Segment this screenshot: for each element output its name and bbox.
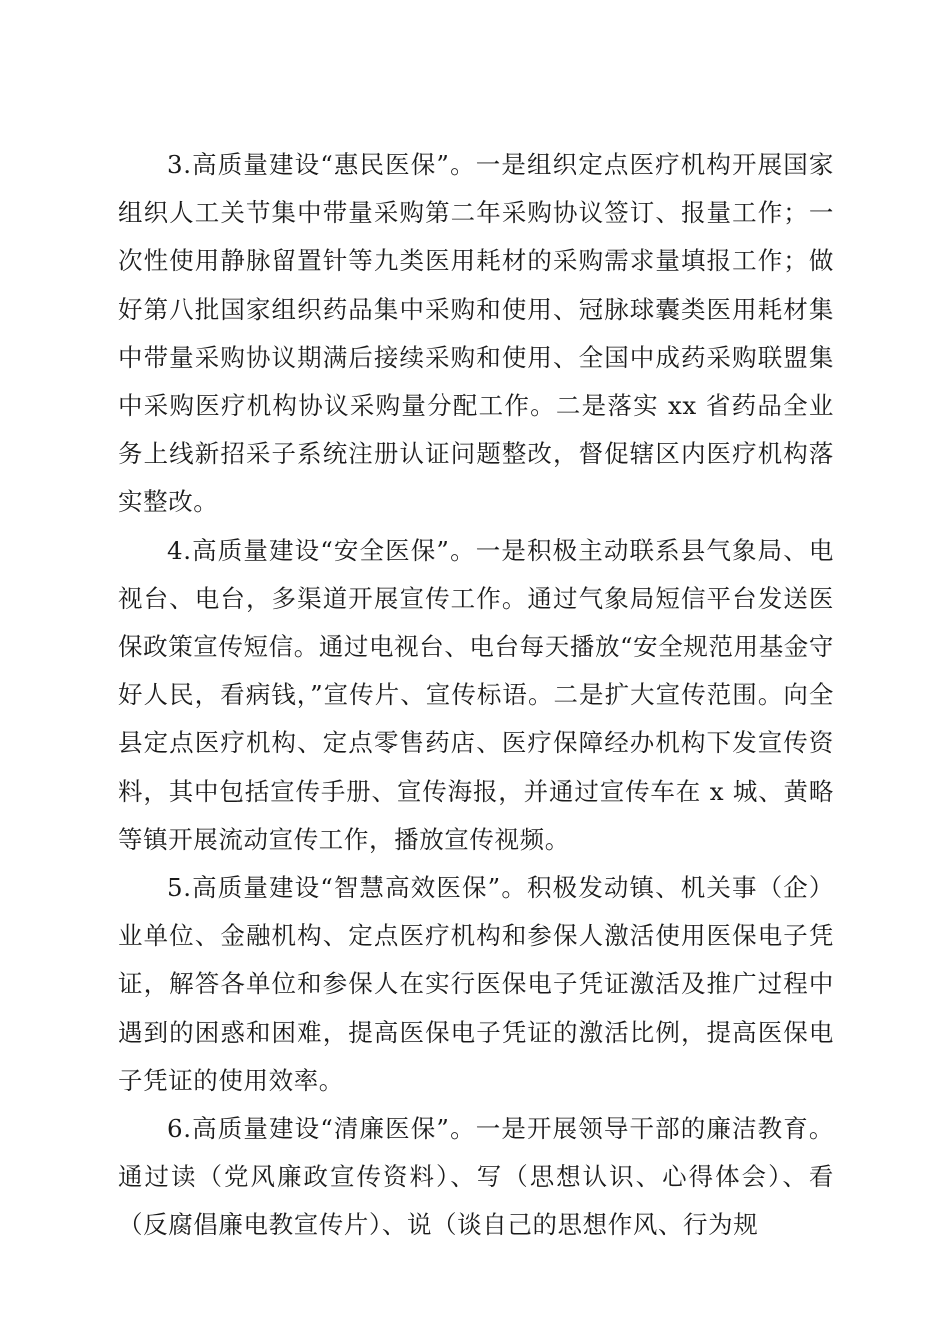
paragraph-zhihui-gaoxiao-yibao: 5.高质量建设“智慧高效医保”。积极发动镇、机关事（企）业单位、金融机构、定点医疗机构和参保人激活使用医保电子凭证，解答各单位和参保人在实行医保电子凭证激活及推广过程中遇到的困惑和困难，提高医保电子凭证的激活比例，提高医保电子凭证的使用效率。 xyxy=(118,873,834,1095)
paragraph-qinglian-yibao: 6.高质量建设“清廉医保”。一是开展领导干部的廉洁教育。通过读（党风廉政宣传资料）、写（思想认识、心得体会）、看（反腐倡廉电教宣传片）、说（谈自己的思想作风、行为规 xyxy=(118,1114,834,1240)
paragraph-anquan-yibao: 4.高质量建设“安全医保”。一是积极主动联系县气象局、电视台、电台，多渠道开展宣传工作。通过气象局短信平台发送医保政策宣传短信。通过电视台、电台每天播放“安全规范用基金守好人民，看病钱，”宣传片、宣传标语。二是扩大宣传范围。向全县定点医疗机构、定点零售药店、医疗保障经办机构下发宣传资料，其中包括宣传手册、宣传海报，并通过宣传车在 x 城、黄略等镇开展流动宣传工作，播放宣传视频。 xyxy=(118,535,834,854)
document-body xyxy=(118,141,834,1250)
paragraph-huimin-yibao: 3.高质量建设“惠民医保”。一是组织定点医疗机构开展国家组织人工关节集中带量采购第二年采购协议签订、报量工作；一次性使用静脉留置针等九类医用耗材的采购需求量填报工作；做好第八批国家组织药品集中采购和使用、冠脉球囊类医用耗材集中带量采购协议期满后接续采购和使用、全国中成药采购联盟集中采购医疗机构协议采购量分配工作。二是落实 xx 省药品全业务上线新招采子系统注册认证问题整改，督促辖区内医疗机构落实整改。 xyxy=(118,150,834,517)
